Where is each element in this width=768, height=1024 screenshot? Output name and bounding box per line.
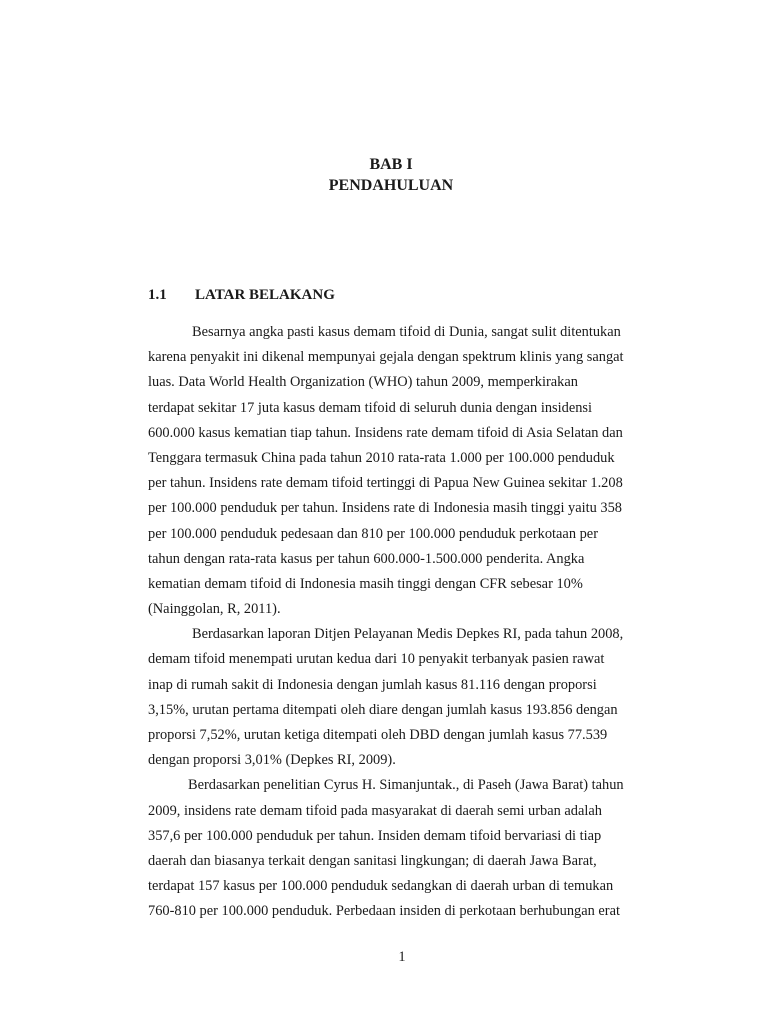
paragraph-1-line: Besarnya angka pasti kasus demam tifoid di Dunia, sangat sulit ditentukan — [192, 324, 621, 340]
paragraph-1-line: (Nainggolan, R, 2011). — [148, 601, 281, 618]
page-number: 1 — [398, 949, 406, 965]
paragraph-1-line: luas. Data World Health Organization (WHO) tahun 2009, memperkirakan — [148, 374, 578, 391]
chapter-heading — [0, 154, 768, 196]
paragraph-3-line: 2009, insidens rate demam tifoid pada masyarakat di daerah semi urban adalah — [148, 802, 602, 819]
paragraph-1-line: karena penyakit ini dikenal mempunyai gejala dengan spektrum klinis yang sangat — [148, 349, 624, 366]
paragraph-2-line: dengan proporsi 3,01% (Depkes RI, 2009). — [148, 752, 396, 769]
paragraph-1-line: per tahun. Insidens rate demam tifoid tertinggi di Papua New Guinea sekitar 1.208 — [148, 475, 623, 492]
paragraph-2-line: 3,15%, urutan pertama ditempati oleh diare dengan jumlah kasus 193.856 dengan — [148, 701, 618, 718]
paragraph-1-line: terdapat sekitar 17 juta kasus demam tifoid di seluruh dunia dengan insidensi — [148, 399, 593, 416]
paragraph-3-line: daerah dan biasanya terkait dengan sanitasi lingkungan; di daerah Jawa Barat, — [148, 852, 597, 869]
section-heading — [148, 285, 335, 305]
paragraph-3-line: Berdasarkan penelitian Cyrus H. Simanjuntak., di Paseh (Jawa Barat) tahun — [188, 777, 624, 794]
paragraph-3-line: terdapat 157 kasus per 100.000 penduduk sedangkan di daerah urban di temukan — [148, 878, 614, 895]
paragraph-1-line: kematian demam tifoid di Indonesia masih tinggi dengan CFR sebesar 10% — [148, 575, 583, 592]
paragraph-3-line: 760-810 per 100.000 penduduk. Perbedaan insiden di perkotaan berhubungan erat — [148, 903, 620, 920]
paragraph-1-line: 600.000 kasus kematian tiap tahun. Insidens rate demam tifoid di Asia Selatan dan — [148, 424, 623, 441]
chapter-label: BAB I — [369, 156, 413, 173]
paragraph-2-line: Berdasarkan laporan Ditjen Pelayanan Medis Depkes RI, pada tahun 2008, — [192, 626, 624, 643]
paragraph-3-line: 357,6 per 100.000 penduduk per tahun. Insiden demam tifoid bervariasi di tiap — [148, 827, 602, 844]
paragraph-1-line: per 100.000 penduduk pedesaan dan 810 per 100.000 penduduk perkotaan per — [148, 525, 598, 542]
paragraph-1-line: per 100.000 penduduk per tahun. Insidens rate di Indonesia masih tinggi yaitu 358 — [148, 500, 622, 517]
section-number: 1.1 — [148, 287, 167, 303]
body-text — [148, 320, 658, 925]
paragraph-1-line: tahun dengan rata-rata kasus per tahun 600.000-1.500.000 penderita. Angka — [148, 550, 585, 567]
chapter-title: PENDAHULUAN — [328, 177, 454, 194]
section-title: LATAR BELAKANG — [195, 287, 335, 303]
paragraph-2-line: demam tifoid menempati urutan kedua dari 10 penyakit terbanyak pasien rawat — [148, 651, 605, 668]
paragraph-2-line: proporsi 7,52%, urutan ketiga ditempati oleh DBD dengan jumlah kasus 77.539 — [148, 727, 608, 743]
paragraph-1-line: Tenggara termasuk China pada tahun 2010 rata-rata 1.000 per 100.000 penduduk — [148, 449, 615, 466]
paragraph-2-line: inap di rumah sakit di Indonesia dengan jumlah kasus 81.116 dengan proporsi — [148, 676, 597, 693]
